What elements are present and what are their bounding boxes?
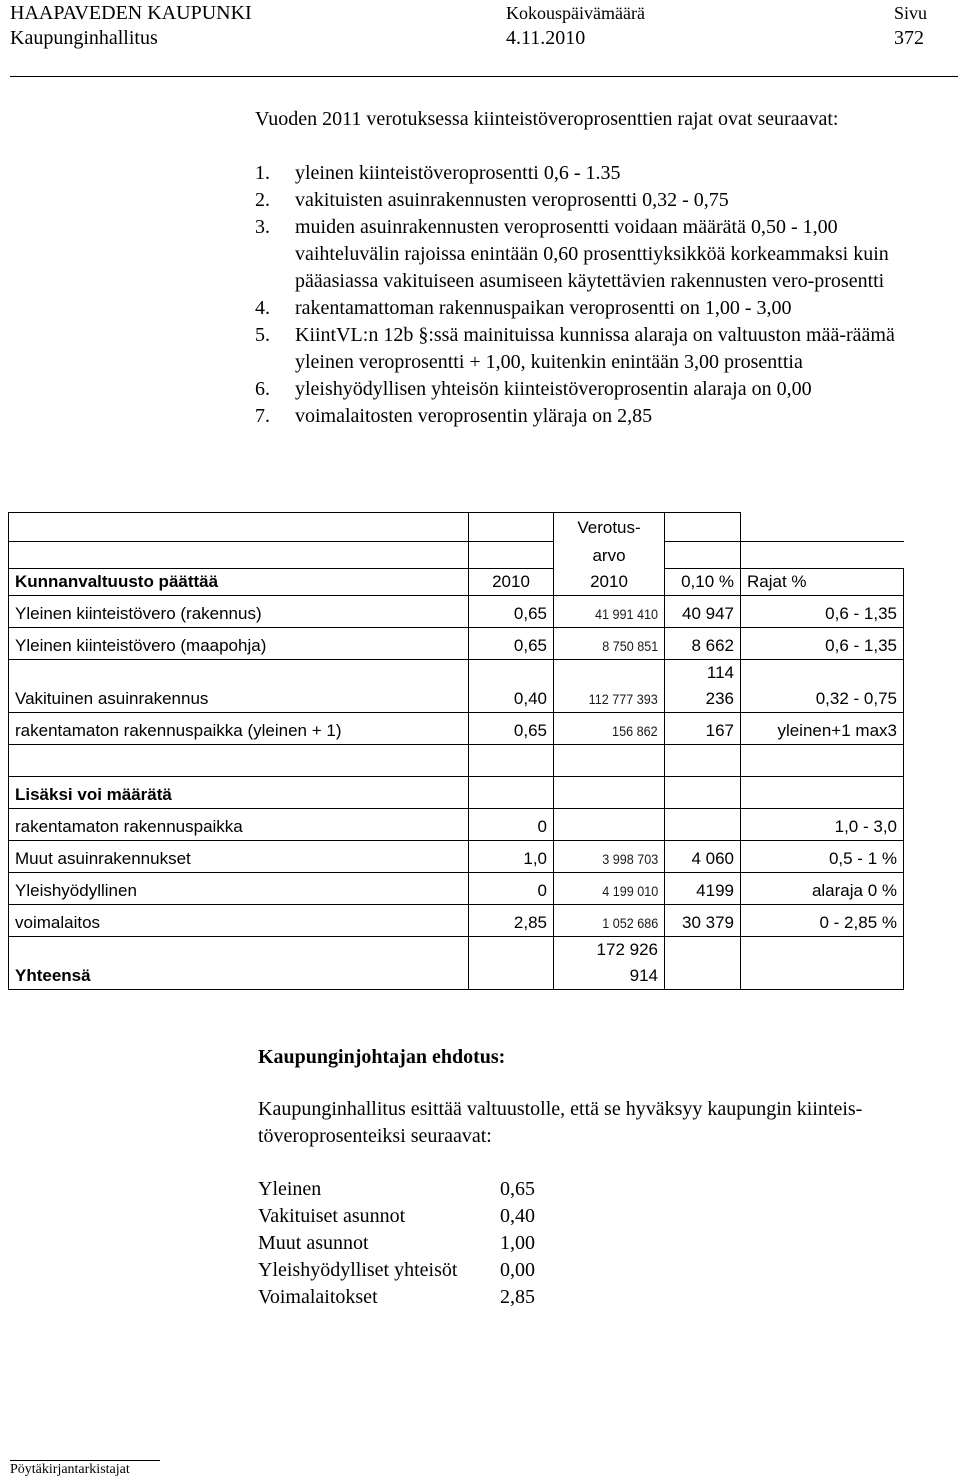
- list-item: 7. voimalaitosten veroprosentin yläraja on 2,85: [255, 405, 653, 427]
- header-rule: [10, 76, 958, 77]
- section2-title: Lisäksi voi määrätä: [9, 777, 469, 809]
- total-label: Yhteensä: [9, 937, 469, 990]
- rate-row: Yleinen 0,65: [258, 1178, 535, 1200]
- table-row: voimalaitos 2,85 1 052 686 30 379 0 - 2,85 %: [9, 905, 904, 937]
- header-limits: Rajat %: [741, 569, 904, 596]
- list-item: 5. KiintVL:n 12b §:ssä mainituissa kunnissa alaraja on valtuuston mää-räämä yleinen veroprosentti + 1,00, kuitenkin enintään 3,00 prosenttia: [255, 324, 895, 373]
- table-row: rakentamaton rakennuspaikka 0 1,0 - 3,0: [9, 809, 904, 841]
- total-value: 172 926 914: [554, 937, 665, 990]
- rate-row: Voimalaitokset 2,85: [258, 1286, 535, 1308]
- header-decides: Kunnanvaltuusto päättää: [9, 569, 469, 596]
- section-title-row: [9, 777, 904, 809]
- org-name: HAAPAVEDEN KAUPUNKI: [10, 2, 252, 24]
- table-header: [9, 569, 904, 596]
- proposed-rates: [258, 1176, 535, 1311]
- table-row: Yleishyödyllinen 0 4 199 010 4199 alaraja 0 %: [9, 873, 904, 905]
- header-year: 2010: [469, 569, 554, 596]
- proposal-title: Kaupunginjohtajan ehdotus:: [258, 1046, 506, 1068]
- signature-label: Pöytäkirjantarkistajat: [10, 1462, 130, 1477]
- table-spacer: [9, 745, 904, 777]
- table-row: Vakituinen asuinrakennus 0,40 112 777 393 114 236 0,32 - 0,75: [9, 660, 904, 713]
- page-number: 372: [894, 27, 924, 49]
- table-row: Muut asuinrakennukset 1,0 3 998 703 4 060 0,5 - 1 %: [9, 841, 904, 873]
- rate-row: Yleishyödylliset yhteisöt 0,00: [258, 1259, 535, 1281]
- table-row: Yleinen kiinteistövero (maapohja) 0,65 8 750 851 8 662 0,6 - 1,35: [9, 628, 904, 660]
- header-tax: 0,10 %: [665, 569, 741, 596]
- date-label: Kokouspäivämäärä: [506, 3, 645, 23]
- list-item: 1. yleinen kiinteistöveroprosentti 0,6 - 1.35: [255, 162, 621, 184]
- list-item: 2. vakituisten asuinrakennusten veroprosentti 0,32 - 0,75: [255, 189, 729, 211]
- header-value-year: 2010: [554, 569, 665, 596]
- table-header-top: [9, 513, 904, 542]
- list-item: 4. rakentamattoman rakennuspaikan veroprosentti on 1,00 - 3,00: [255, 297, 792, 319]
- signature-line: [10, 1460, 160, 1461]
- rate-row: Vakituiset asunnot 0,40: [258, 1205, 535, 1227]
- tax-table: [8, 512, 904, 990]
- table-header-mid: [9, 542, 904, 569]
- list-item: 3. muiden asuinrakennusten veroprosentti voidaan määrätä 0,50 - 1,00 vaihteluvälin rajoissa enintään 0,60 prosenttiyksikköä korkeammaksi kuin pääasiassa vakituiseen asumiseen käytettävien rakennusten vero-prosentti: [255, 216, 889, 292]
- table-row: rakentamaton rakennuspaikka (yleinen + 1) 0,65 156 862 167 yleinen+1 max3: [9, 713, 904, 745]
- table-row: Yleinen kiinteistövero (rakennus) 0,65 41 991 410 40 947 0,6 - 1,35: [9, 596, 904, 628]
- rate-row: Muut asunnot 1,00: [258, 1232, 535, 1254]
- total-row: [9, 937, 904, 990]
- limits-list: [255, 160, 945, 430]
- body-name: Kaupunginhallitus: [10, 27, 158, 49]
- proposal-text: Kaupunginhallitus esittää valtuustolle, että se hyväksyy kaupungin kiinteis-töveroprosenteiksi seuraavat:: [258, 1098, 863, 1147]
- meeting-date: 4.11.2010: [506, 27, 586, 49]
- value-header-bottom: arvo: [554, 542, 665, 569]
- page-label: Sivu: [894, 3, 928, 23]
- intro-text: Vuoden 2011 verotuksessa kiinteistöveroprosenttien rajat ovat seuraavat:: [255, 108, 839, 130]
- list-item: 6. yleishyödyllisen yhteisön kiinteistöveroprosentin alaraja on 0,00: [255, 378, 812, 400]
- value-header-top: Verotus-: [554, 513, 665, 542]
